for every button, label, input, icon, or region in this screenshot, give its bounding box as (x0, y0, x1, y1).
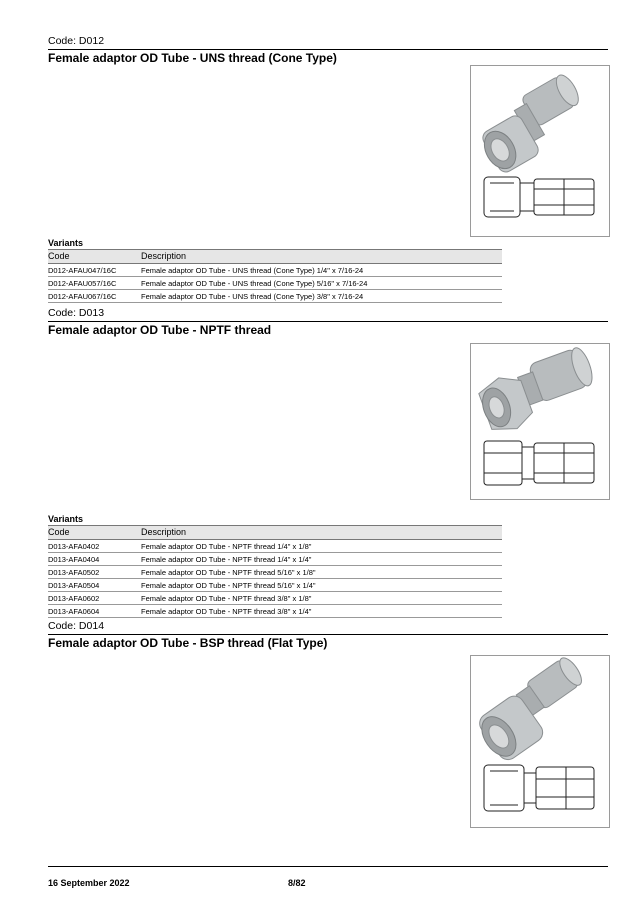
column-header-description: Description (141, 526, 502, 540)
divider (48, 49, 608, 50)
table-row (48, 553, 502, 566)
variant-description: Female adaptor OD Tube - UNS thread (Cone Type) 1/4" x 7/16-24 (141, 264, 502, 277)
page-footer (48, 866, 608, 888)
variant-description: Female adaptor OD Tube - NPTF thread 1/4" x 1/8" (141, 540, 502, 553)
product-image-d014 (470, 655, 610, 828)
divider (48, 634, 608, 635)
table-row (48, 264, 502, 277)
variant-code: D012-AFAU067/16C (48, 290, 141, 303)
variant-code: D013-AFA0504 (48, 579, 141, 592)
section-title: Female adaptor OD Tube - UNS thread (Cone Type) (48, 51, 337, 65)
table-row (48, 540, 502, 553)
table-row (48, 605, 502, 618)
column-header-code: Code (48, 526, 141, 540)
section-d012 (48, 35, 608, 66)
section-code: Code: D013 (48, 307, 105, 319)
product-image-d012 (470, 65, 610, 237)
variant-description: Female adaptor OD Tube - UNS thread (Cone Type) 5/16" x 7/16-24 (141, 277, 502, 290)
column-header-code: Code (48, 250, 141, 264)
variants-heading: Variants (48, 514, 84, 524)
product-image-d013 (470, 343, 610, 500)
table-row (48, 566, 502, 579)
variant-description: Female adaptor OD Tube - NPTF thread 3/8" x 1/4" (141, 605, 502, 618)
section-title: Female adaptor OD Tube - BSP thread (Flat Type) (48, 636, 328, 650)
variant-code: D013-AFA0502 (48, 566, 141, 579)
variants-d012 (48, 238, 502, 303)
variant-code: D013-AFA0604 (48, 605, 141, 618)
variant-code: D013-AFA0404 (48, 553, 141, 566)
table-row (48, 290, 502, 303)
variant-description: Female adaptor OD Tube - UNS thread (Cone Type) 3/8" x 7/16-24 (141, 290, 502, 303)
variants-heading: Variants (48, 238, 84, 248)
section-code: Code: D012 (48, 35, 105, 47)
variants-table (48, 249, 502, 303)
table-row (48, 592, 502, 605)
variant-code: D012-AFAU047/16C (48, 264, 141, 277)
variant-code: D013-AFA0602 (48, 592, 141, 605)
section-title: Female adaptor OD Tube - NPTF thread (48, 323, 272, 337)
variant-description: Female adaptor OD Tube - NPTF thread 1/4" x 1/4" (141, 553, 502, 566)
section-code: Code: D014 (48, 620, 105, 632)
page-number: 8/82 (288, 878, 306, 888)
table-row (48, 579, 502, 592)
variants-table (48, 525, 502, 618)
variant-description: Female adaptor OD Tube - NPTF thread 5/16" x 1/4" (141, 579, 502, 592)
variant-description: Female adaptor OD Tube - NPTF thread 3/8" x 1/8" (141, 592, 502, 605)
table-header-row (48, 526, 502, 540)
column-header-description: Description (141, 250, 502, 264)
section-d013 (48, 307, 608, 338)
variant-code: D012-AFAU057/16C (48, 277, 141, 290)
variants-d013 (48, 514, 502, 618)
divider (48, 321, 608, 322)
variant-description: Female adaptor OD Tube - NPTF thread 5/16" x 1/8" (141, 566, 502, 579)
table-header-row (48, 250, 502, 264)
table-row (48, 277, 502, 290)
variant-code: D013-AFA0402 (48, 540, 141, 553)
section-d014 (48, 620, 608, 651)
footer-date: 16 September 2022 (48, 878, 130, 888)
